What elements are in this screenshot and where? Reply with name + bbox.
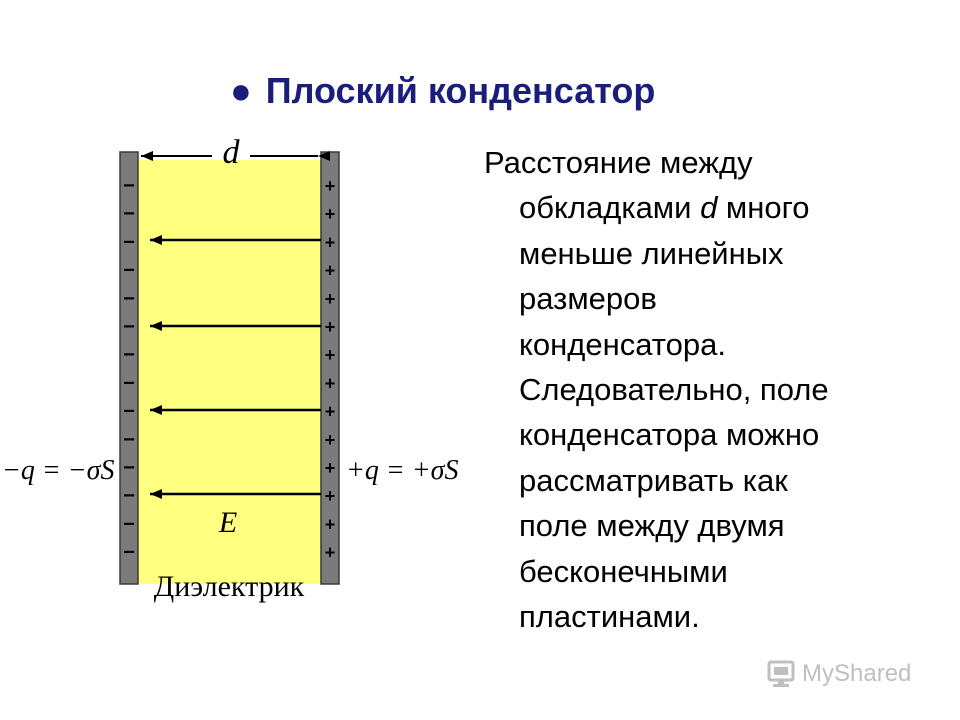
plus-sign: +	[324, 345, 336, 366]
plus-sign: +	[324, 176, 336, 196]
body-line: меньше линейных	[519, 235, 784, 271]
plus-sign: +	[324, 401, 336, 422]
myshared-logo-icon	[766, 659, 796, 689]
body-line: размеров	[519, 281, 657, 317]
plus-sign: +	[324, 288, 336, 309]
minus-sign: −	[123, 400, 135, 423]
minus-sign: −	[123, 372, 135, 395]
minus-sign: −	[123, 316, 135, 338]
minus-sign: −	[123, 428, 135, 451]
plus-sign: +	[324, 232, 336, 253]
positive-charge-label: +q = +σS	[346, 455, 459, 486]
minus-sign: −	[123, 287, 135, 310]
body-line: бесконечными	[519, 553, 728, 589]
body-line-2-part-2: много	[717, 190, 810, 226]
plus-sign: +	[324, 260, 336, 281]
plus-sign: +	[324, 486, 336, 507]
title-bullet: ●	[230, 70, 252, 111]
field-label: E	[218, 506, 238, 539]
plus-sign: +	[324, 542, 336, 563]
distance-label: d	[222, 134, 240, 171]
minus-sign: −	[123, 231, 135, 254]
dielectric-label: Диэлектрик	[153, 570, 305, 603]
minus-sign: −	[123, 485, 135, 508]
body-variable-d: d	[700, 190, 718, 226]
watermark	[766, 656, 911, 692]
body-line-2-part-1: обкладками	[519, 190, 701, 226]
plus-sign: +	[324, 514, 336, 535]
title-text: Плоский конденсатор	[265, 70, 656, 111]
plus-sign: +	[324, 204, 336, 225]
plus-sign: +	[324, 373, 336, 394]
body-line: конденсатора можно	[519, 417, 820, 453]
minus-sign: −	[123, 513, 135, 536]
body-line: поле между двумя	[519, 508, 785, 544]
minus-sign: −	[123, 541, 135, 564]
minus-sign: −	[123, 344, 135, 367]
body-line: пластинами.	[519, 599, 700, 635]
watermark-text: MyShared	[802, 660, 912, 687]
plus-sign: +	[324, 458, 336, 478]
minus-sign: −	[123, 203, 135, 226]
body-line: конденсатора.	[519, 326, 726, 362]
minus-sign: −	[123, 457, 135, 479]
body-line-1: Расстояние между	[484, 145, 753, 180]
minus-sign: −	[123, 259, 135, 282]
body-line: рассматривать как	[519, 462, 788, 498]
body-line: Следовательно, поле	[519, 372, 829, 408]
minus-sign: −	[123, 175, 135, 197]
plus-sign: +	[324, 317, 336, 337]
plus-sign: +	[324, 429, 336, 450]
negative-charge-label: −q = −σS	[2, 455, 115, 486]
